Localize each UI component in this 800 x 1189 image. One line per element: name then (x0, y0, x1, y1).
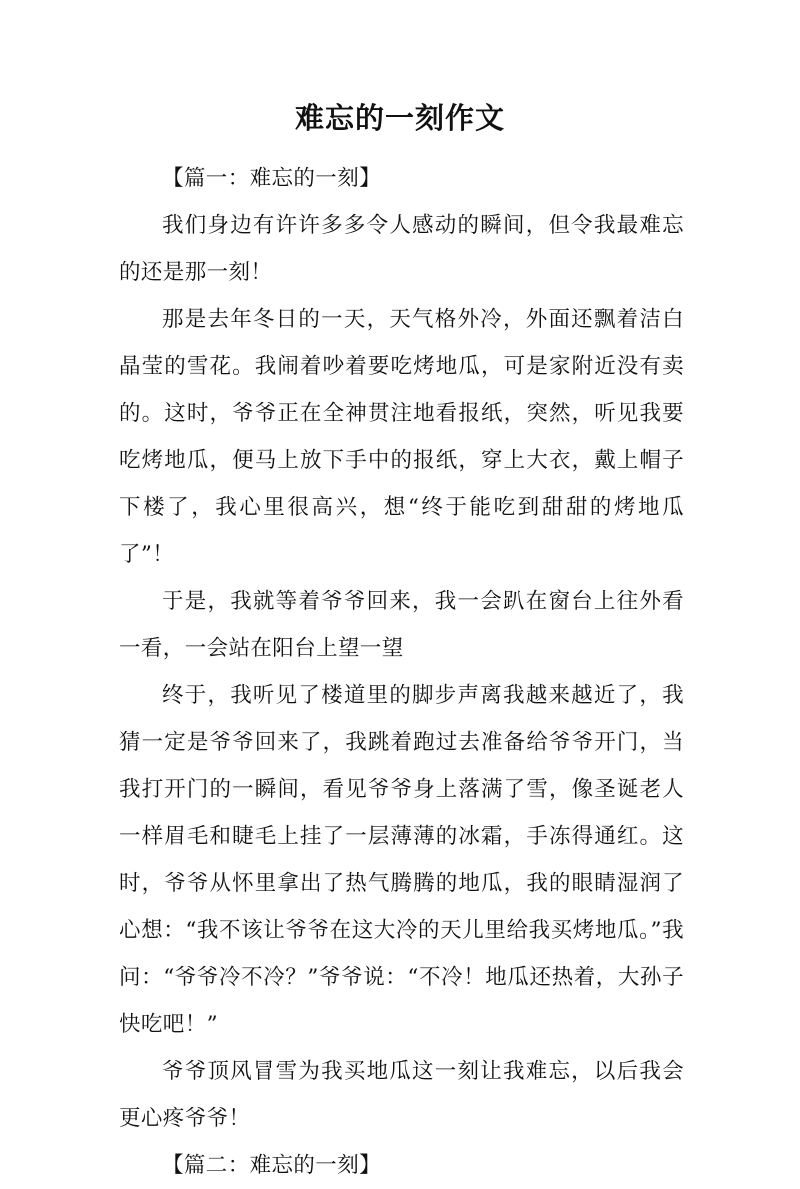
paragraph-5: 爷爷顶风冒雪为我买地瓜这一刻让我难忘，以后我会更心疼爷爷！ (119, 1059, 684, 1131)
paragraph-4: 终于，我听见了楼道里的脚步声离我越来越近了，我猜一定是爷爷回来了，我跳着跑过去准备给爷爷开门，当我打开门的一瞬间，看见爷爷身上落满了雪，像圣诞老人一样眉毛和睫毛上挂了一层薄薄的冰霜，手冻得通红。这时，爷爷从怀里拿出了热气腾腾的地瓜，我的眼睛湿润了心想：“我不该让爷爷在这大冷的天儿里给我买烤地瓜。”我问：“爷爷冷不冷？”爷爷说：“不冷！地瓜还热着，大孙子快吃吧！” (119, 683, 684, 1037)
document-title: 难忘的一刻作文 (294, 101, 505, 135)
section-heading-2: 【篇二：难忘的一刻】 (162, 1153, 382, 1178)
document-body (119, 155, 684, 1189)
paragraph-1: 我们身边有许许多多令人感动的瞬间，但令我最难忘的还是那一刻！ (119, 213, 684, 285)
paragraph-2: 那是去年冬日的一天，天气格外冷，外面还飘着洁白晶莹的雪花。我闹着吵着要吃烤地瓜，可是家附近没有卖的。这时，爷爷正在全神贯注地看报纸，突然，听见我要吃烤地瓜，便马上放下手中的报纸，穿上大衣，戴上帽子下楼了，我心里很高兴，想“终于能吃到甜甜的烤地瓜了”！ (119, 307, 684, 567)
section-heading-1: 【篇一：难忘的一刻】 (162, 166, 382, 191)
paragraph-3: 于是，我就等着爷爷回来，我一会趴在窗台上往外看一看，一会站在阳台上望一望 (119, 589, 684, 661)
